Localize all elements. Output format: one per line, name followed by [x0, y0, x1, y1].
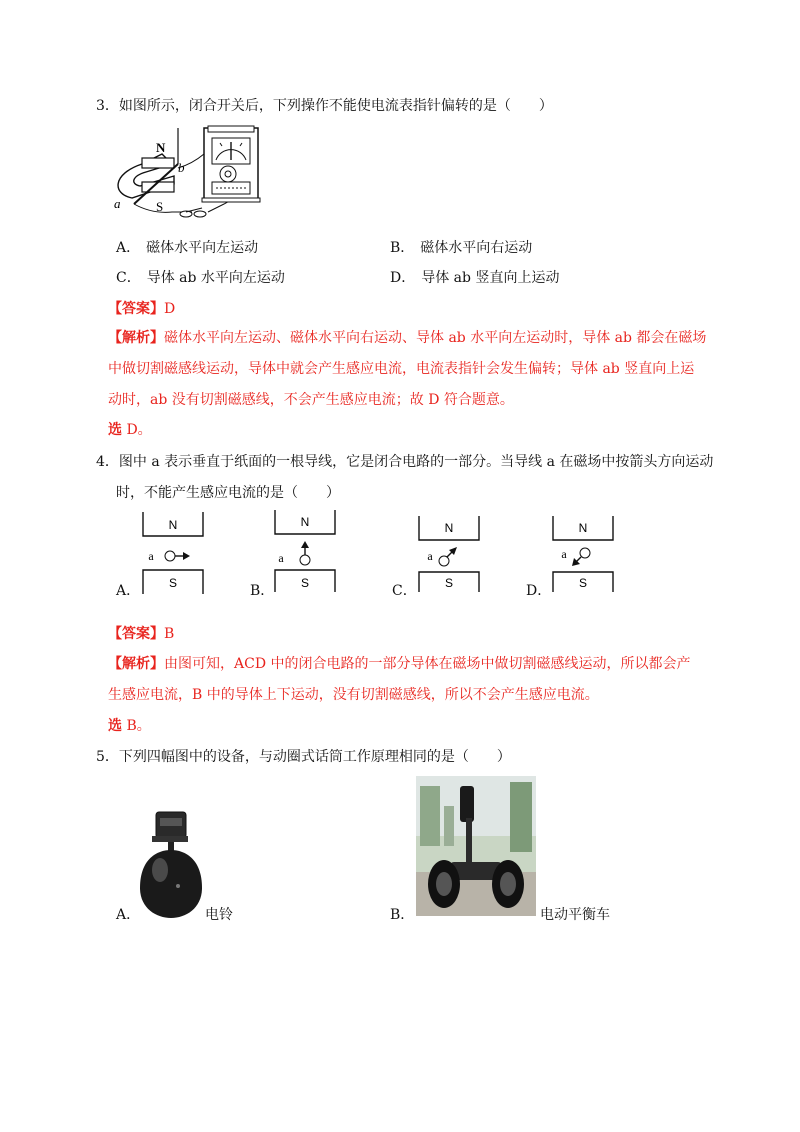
scooter-handle — [460, 786, 474, 822]
q3-option-a-text: 磁体水平向左运动 — [146, 240, 259, 256]
q3-option-d-letter: D． — [390, 270, 416, 286]
q3-option-b-text: 磁体水平向右运动 — [420, 240, 533, 256]
q4-figure-b — [274, 510, 336, 592]
label-s: S — [300, 576, 310, 590]
label-s: S — [578, 576, 588, 590]
label-n: N — [168, 518, 178, 532]
label-a: a — [561, 547, 567, 561]
label-a: a — [148, 549, 154, 563]
q3-option-b — [390, 238, 532, 258]
q3-analysis-line-2: 中做切割磁感线运动，导体中就会产生感应电流，电流表指针会发生偏转；导体 ab 竖直向上运 — [108, 361, 695, 377]
label-a: a — [114, 196, 121, 211]
bell-dome — [140, 850, 202, 918]
q4-answer — [108, 624, 174, 644]
q3-option-c — [116, 268, 285, 288]
label-b: b — [178, 160, 185, 175]
conductor-a — [580, 548, 590, 558]
q4-analysis-text-1: 由图可知，ACD 中的闭合电路的一部分导体在磁场中做切割磁感线运动，所以都会产 — [164, 656, 691, 672]
label-n: N — [578, 521, 588, 535]
q4-figure-a-letter: A． — [116, 583, 141, 599]
magnet-pole-n — [142, 158, 174, 168]
q4-figure-a — [142, 512, 204, 594]
q3-option-c-text: 导体 ab 水平向左运动 — [146, 270, 285, 286]
label-a: a — [427, 549, 433, 563]
q5-option-a-caption: 电铃 — [205, 907, 233, 923]
balance-scooter-photo — [416, 776, 536, 916]
label-n: N — [300, 515, 310, 529]
q4-figure-c — [418, 516, 480, 592]
q4-choose-rest: B。 — [122, 718, 151, 734]
label-s: S — [444, 576, 454, 590]
q3-option-d — [390, 268, 559, 288]
q3-choose-rest: D。 — [122, 422, 152, 438]
q3-option-d-text: 导体 ab 竖直向上运动 — [421, 270, 560, 286]
q3-analysis-line-3: 动时，ab 没有切割磁感线，不会产生感应电流；故 D 符合题意。 — [108, 392, 514, 408]
q5-stem: 5．下列四幅图中的设备，与动圈式话筒工作原理相同的是（ ） — [96, 749, 511, 765]
q4-answer-value: B — [164, 626, 175, 642]
q4-answer-tag: 【答案】 — [108, 626, 164, 642]
q4-figure-d-letter: D． — [526, 583, 552, 599]
q3-option-a — [116, 238, 258, 258]
q4-stem-line-1: 4．图中 a 表示垂直于纸面的一根导线，它是闭合电路的一部分。当导线 a 在磁场中按箭头方向运动 — [96, 454, 714, 470]
q3-analysis-text-1: 磁体水平向左运动、磁体水平向右运动、导体 ab 水平向左运动时，导体 ab 都会在磁场 — [164, 330, 707, 346]
conductor-a — [300, 555, 310, 565]
label-n: N — [156, 140, 166, 155]
q3-choose — [108, 420, 152, 440]
q4-analysis-tag: 【解析】 — [108, 656, 164, 672]
q4-figure-c-letter: C． — [392, 583, 417, 599]
q5-option-b-letter: B． — [390, 907, 415, 923]
q5-option-b-caption: 电动平衡车 — [540, 907, 610, 923]
q3-circuit-figure — [112, 124, 272, 224]
q4-figure-d — [552, 516, 614, 592]
q5-option-a-letter: A． — [116, 907, 141, 923]
q3-stem: 3．如图所示，闭合开关后，下列操作不能使电流表指针偏转的是（ ） — [96, 98, 553, 114]
q3-answer-tag: 【答案】 — [108, 301, 164, 317]
q4-stem-line-2: 时，不能产生感应电流的是（ ） — [116, 485, 340, 501]
label-s: S — [168, 576, 178, 590]
label-n: N — [444, 521, 454, 535]
conductor-a — [439, 556, 449, 566]
q3-analysis-tag: 【解析】 — [108, 330, 164, 346]
label-s: S — [156, 199, 164, 214]
q4-choose — [108, 716, 151, 736]
q3-analysis-line-1 — [108, 328, 706, 348]
q3-option-a-letter: A． — [116, 240, 141, 256]
q4-figure-b-letter: B． — [250, 583, 275, 599]
q4-choose-bold: 选 — [108, 718, 122, 734]
q3-option-c-letter: C． — [116, 270, 141, 286]
q3-answer — [108, 299, 175, 319]
q4-analysis-line-2: 生感应电流，B 中的导体上下运动，没有切割磁感线，所以不会产生感应电流。 — [108, 687, 599, 703]
label-a: a — [278, 551, 284, 565]
q3-answer-value: D — [164, 301, 176, 317]
q3-choose-bold: 选 — [108, 422, 122, 438]
conductor-a — [165, 551, 175, 561]
q3-option-b-letter: B． — [390, 240, 415, 256]
electric-bell-photo — [138, 808, 202, 920]
q4-analysis-line-1 — [108, 654, 691, 674]
